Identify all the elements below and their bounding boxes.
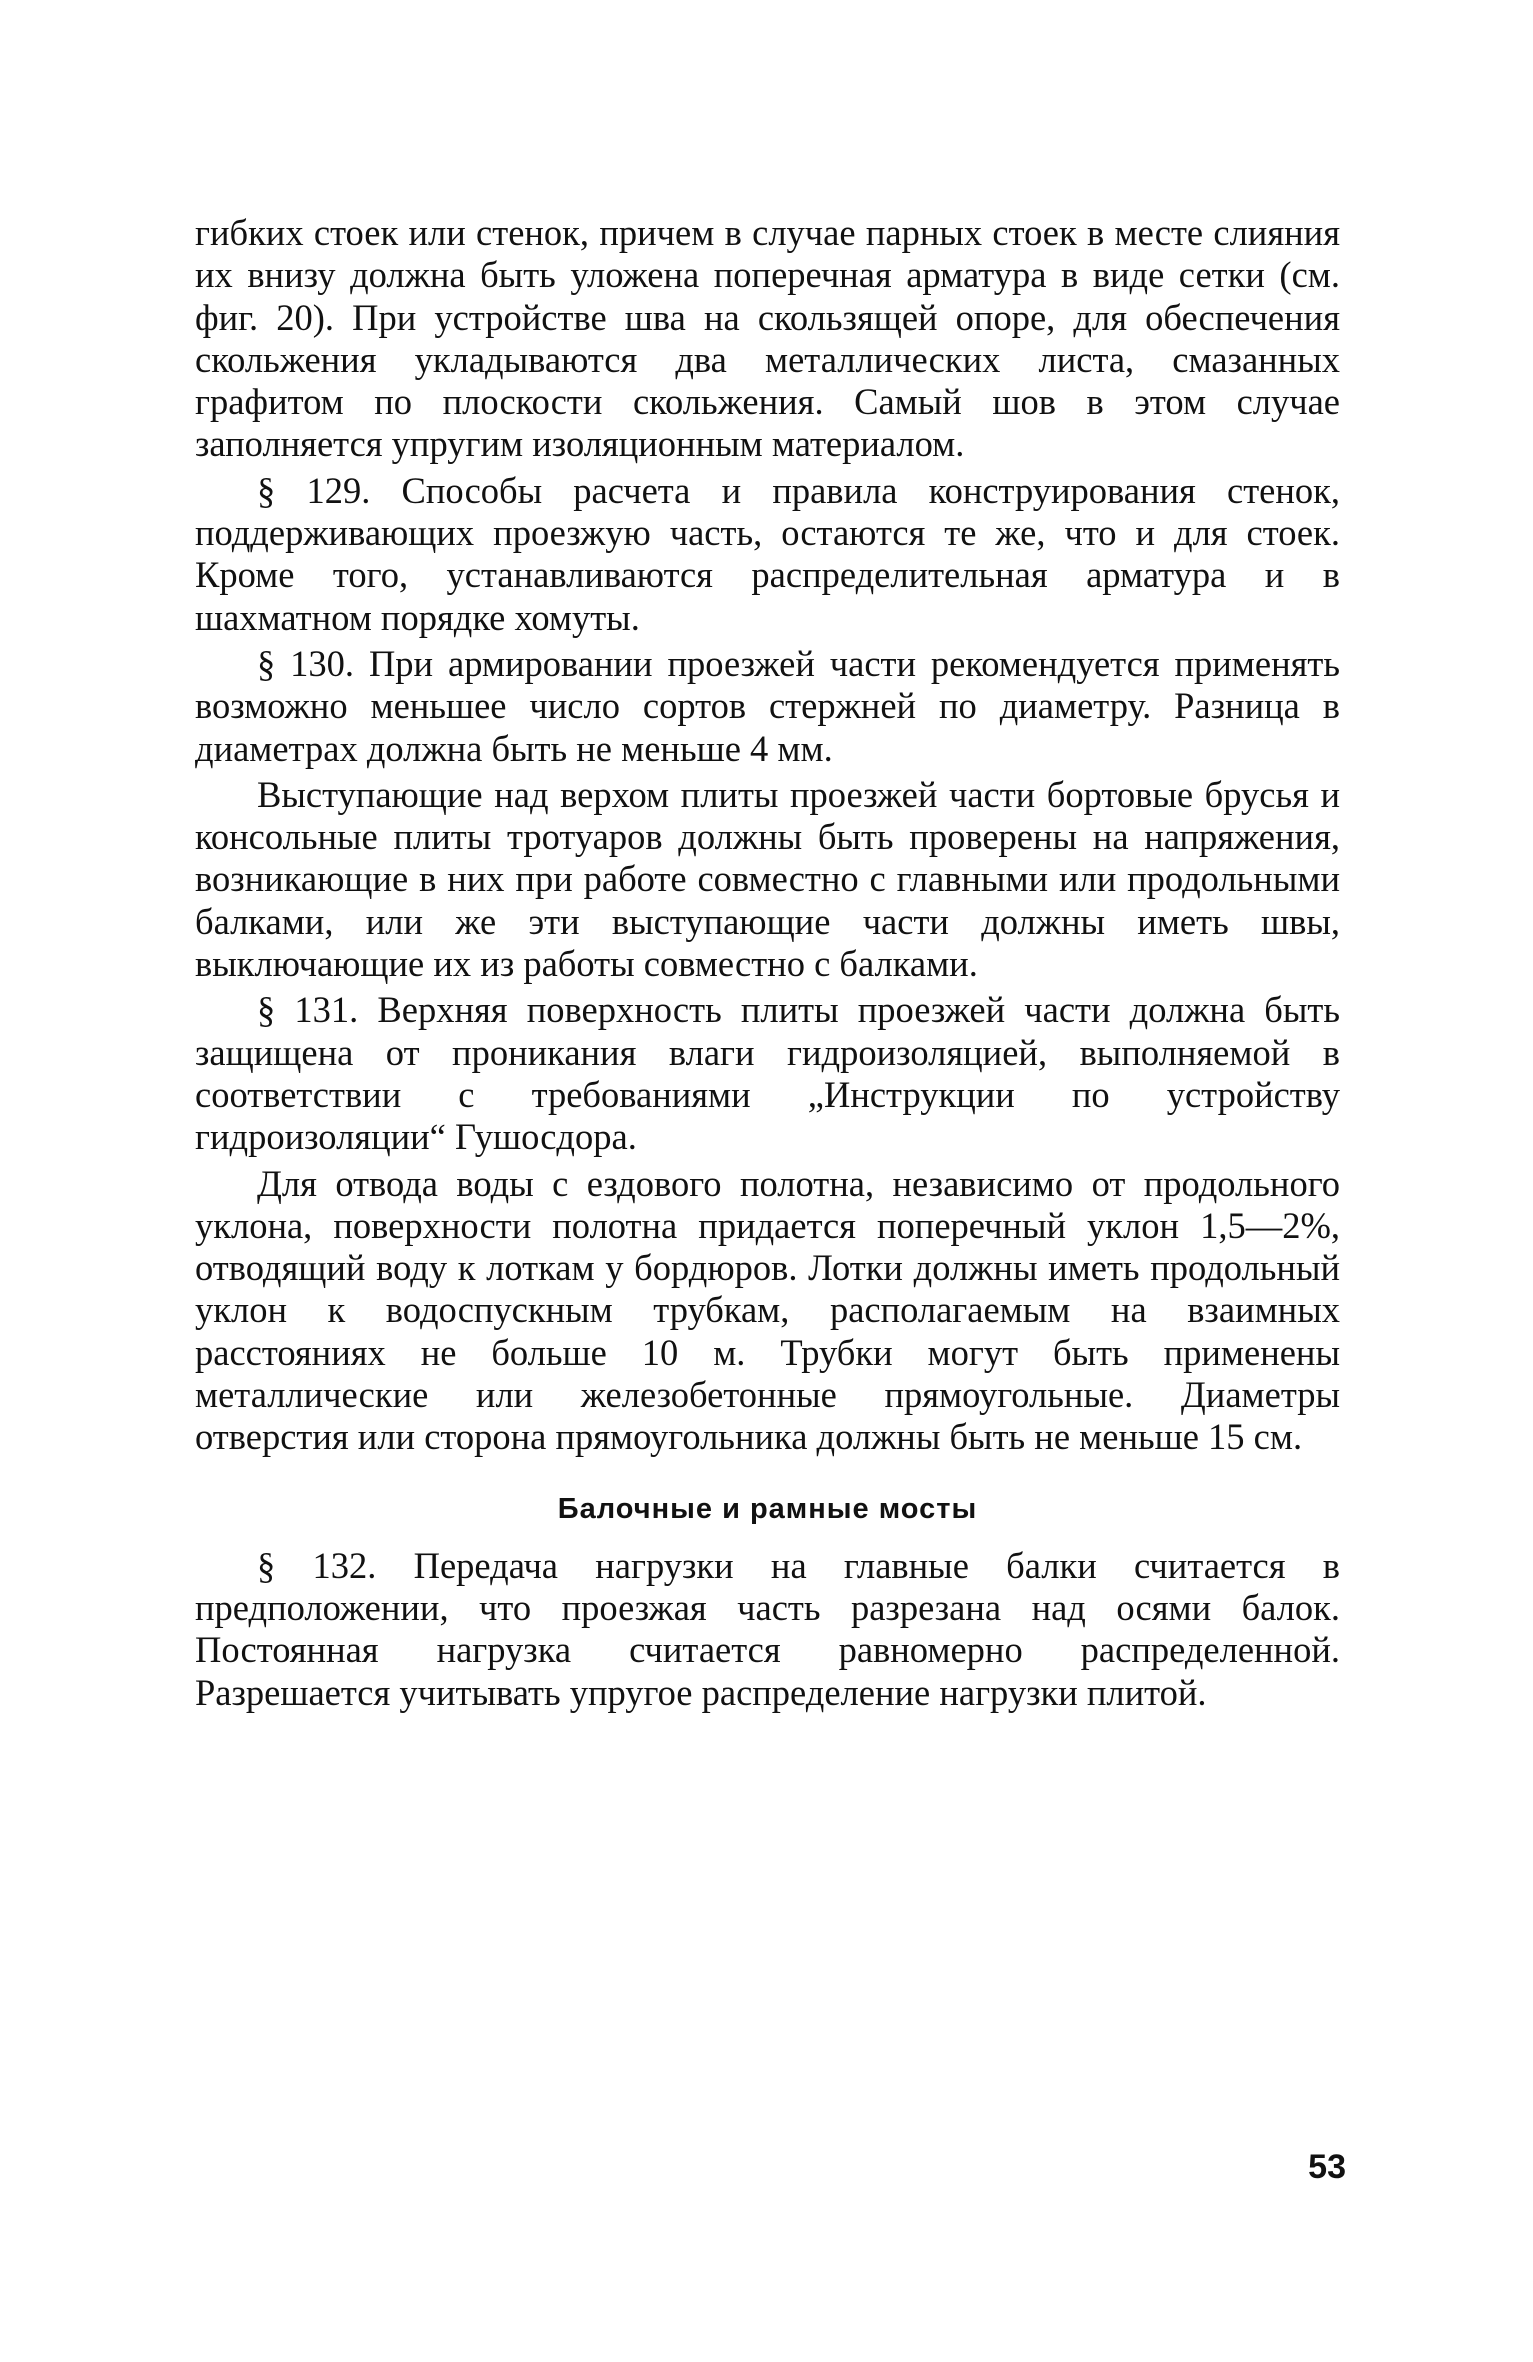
paragraph-side-beams: Выступающие над верхом плиты проезжей части бортовые брусья и консольные плиты тротуаров должны быть проверены на напряжения, возникающие в них при работе совместно с главными или продольными балками, или же эти выступающие части должны иметь швы, выключающие их из работы совместно с балками. [195,773,1340,985]
paragraph-section-132: § 132. Передача нагрузки на главные балки считается в предположении, что проезжая часть разрезана над осями балок. Постоянная нагрузка считается равномерно распределенной. Разрешается учитывать упругое распределение нагрузки плитой. [195,1544,1340,1713]
paragraph-drainage: Для отвода воды с ездового полотна, независимо от продольного уклона, поверхности полотна придается поперечный уклон 1,5—2%, отводящий воду к лоткам у бордюров. Лотки должны иметь продольный уклон к водоспускным трубкам, располагаемым на взаимных расстояниях не больше 10 м. Трубки могут быть применены металлические или железобетонные прямоугольные. Диаметры отверстия или сторона прямоугольника должны быть не меньше 15 см. [195,1162,1340,1458]
section-heading: Балочные и рамные мосты [557,1492,978,1525]
paragraph-section-130: § 130. При армировании проезжей части рекомендуется применять возможно меньшее число сортов стержней по диаметру. Разница в диаметрах должна быть не меньше 4 мм. [195,642,1340,769]
paragraph-section-131: § 131. Верхняя поверхность плиты проезжей части должна быть защищена от проникания влаги гидроизоляцией, выполняемой в соответствии с требованиями „Инструкции по устройству гидроизоляции“ Гушосдора. [195,989,1340,1158]
page-number: 53 [1308,2148,1346,2186]
text-column [195,212,1340,1714]
paragraph-continuation: гибких стоек или стенок, причем в случае парных стоек в месте слияния их внизу должна быть уложена поперечная арматура в виде сетки (см. фиг. 20). При устройстве шва на скользящей опоре, для обеспечения скольжения укладываются два металлических листа, смазанных графитом по плоскости скольжения. Самый шов в этом случае заполняется упругим изоляционным материалом. [195,212,1340,465]
paragraph-section-129: § 129. Способы расчета и правила конструирования стенок, поддерживающих проезжую часть, остаются те же, что и для стоек. Кроме того, устанавливаются распределительная арматура и в шахматном порядке хомуты. [195,469,1340,638]
